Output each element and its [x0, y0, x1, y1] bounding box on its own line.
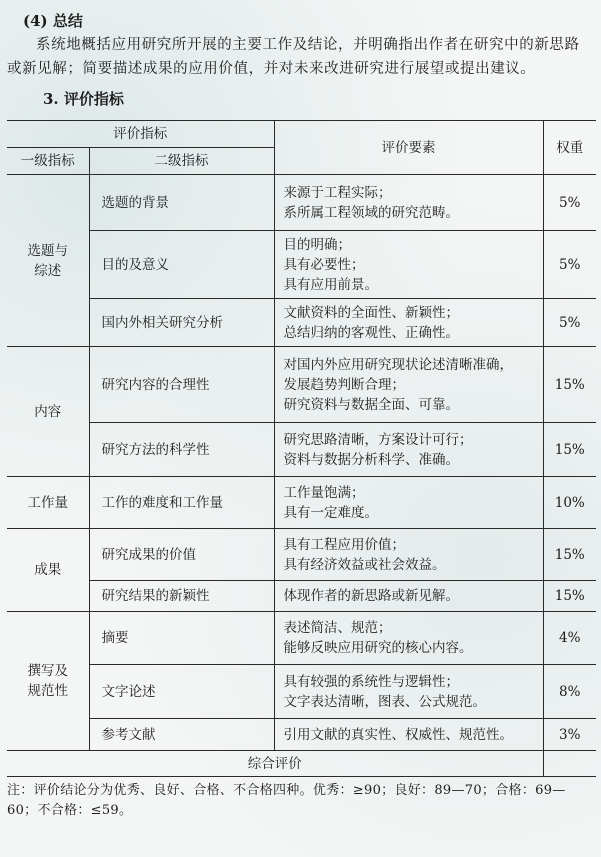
- weight-cell: 5%: [543, 299, 596, 347]
- requirements-cell: [274, 612, 543, 665]
- section-title: (4) 总结: [23, 12, 83, 30]
- evaluation-table: [7, 120, 596, 777]
- requirement-line: 具有较强的系统性与逻辑性；: [283, 673, 459, 690]
- requirement-line: 总结归纳的客观性、正确性。: [283, 324, 459, 341]
- weight-cell: 15%: [543, 423, 596, 477]
- level2-cell: 文字论述: [89, 665, 274, 719]
- requirements-cell: [274, 347, 543, 423]
- table-row: [7, 477, 596, 529]
- header-requirements: 评价要素: [274, 121, 543, 175]
- requirement-line: 工作量饱满；: [283, 484, 365, 501]
- requirement-line: 具有工程应用价值；: [283, 536, 405, 553]
- requirement-line: 发展趋势判断合理；: [283, 376, 405, 393]
- requirement-line: 对国内外应用研究现状论述清晰准确，: [283, 356, 513, 373]
- summary-row: [7, 751, 596, 777]
- level2-cell: 参考文献: [89, 719, 274, 751]
- summary-value: [543, 751, 596, 777]
- table-row: [7, 423, 596, 477]
- requirement-line: 文字表达清晰，图表、公式规范。: [283, 693, 486, 710]
- requirement-line: 资料与数据分析科学、准确。: [283, 451, 459, 468]
- requirements-cell: [274, 665, 543, 719]
- summary-label: 综合评价: [7, 751, 543, 777]
- table-row: [7, 299, 596, 347]
- requirements-cell: [274, 581, 543, 612]
- requirement-line: 表述简洁、规范；: [283, 620, 392, 636]
- requirement-line: 能够反映应用研究的核心内容。: [283, 640, 473, 656]
- weight-cell: 15%: [543, 347, 596, 423]
- table-row: [7, 175, 596, 231]
- level2-cell: 研究结果的新颖性: [89, 581, 274, 612]
- weight-cell: 8%: [543, 665, 596, 719]
- requirements-cell: [274, 231, 543, 299]
- requirement-line: 具有一定难度。: [283, 504, 378, 521]
- weight-cell: 3%: [543, 719, 596, 751]
- requirement-line: 研究资料与数据全面、可靠。: [283, 396, 459, 413]
- level1-cell: 工作量: [7, 477, 89, 529]
- level2-cell: 选题的背景: [89, 175, 274, 231]
- requirement-line: 目的明确；: [283, 236, 351, 253]
- table-row: [7, 612, 596, 665]
- subsection-title: 3. 评价指标: [43, 90, 124, 108]
- requirements-cell: [274, 175, 543, 231]
- requirement-line: 文献资料的全面性、新颖性；: [283, 304, 459, 321]
- requirements-cell: [274, 529, 543, 581]
- table-header-row-1: [7, 121, 596, 148]
- header-group: 评价指标: [7, 121, 274, 148]
- weight-cell: 5%: [543, 231, 596, 299]
- level2-cell: 国内外相关研究分析: [89, 299, 274, 347]
- requirement-line: 来源于工程实际；: [283, 184, 392, 201]
- requirement-line: 具有经济效益或社会效益。: [283, 556, 446, 573]
- requirement-line: 引用文献的真实性、权威性、规范性。: [283, 726, 513, 743]
- weight-cell: 10%: [543, 477, 596, 529]
- weight-cell: 15%: [543, 529, 596, 581]
- requirement-line: 具有必要性；: [283, 256, 365, 273]
- table-row: [7, 347, 596, 423]
- table-row: [7, 529, 596, 581]
- level1-cell: 选题与 综述: [7, 175, 89, 347]
- header-level2: 二级指标: [89, 148, 274, 175]
- footnote: 注：评价结论分为优秀、良好、合格、不合格四种。优秀：≥90；良好：89—70；合格：69—60；不合格：≤59。: [7, 783, 566, 818]
- weight-cell: 5%: [543, 175, 596, 231]
- section-paragraph: 系统地概括应用研究所开展的主要工作及结论，并明确指出作者在研究中的新思路或新见解；简要描述成果的应用价值，并对未来改进研究进行展望或提出建议。: [7, 37, 580, 77]
- weight-cell: 15%: [543, 581, 596, 612]
- level2-cell: 目的及意义: [89, 231, 274, 299]
- level1-cell: 撰写及 规范性: [7, 612, 89, 751]
- level2-cell: 工作的难度和工作量: [89, 477, 274, 529]
- requirements-cell: [274, 719, 543, 751]
- level1-cell: 内容: [7, 347, 89, 477]
- table-row: [7, 231, 596, 299]
- table-row: [7, 719, 596, 751]
- requirements-cell: [274, 477, 543, 529]
- requirements-cell: [274, 299, 543, 347]
- weight-cell: 4%: [543, 612, 596, 665]
- level1-cell: 成果: [7, 529, 89, 612]
- requirement-line: 系所属工程领域的研究范畴。: [283, 204, 459, 221]
- requirement-line: 体现作者的新思路或新见解。: [283, 588, 459, 604]
- table-row: [7, 581, 596, 612]
- level2-cell: 研究方法的科学性: [89, 423, 274, 477]
- level2-cell: 摘要: [89, 612, 274, 665]
- requirement-line: 研究思路清晰，方案设计可行；: [283, 431, 473, 448]
- header-level1: 一级指标: [7, 148, 89, 175]
- requirements-cell: [274, 423, 543, 477]
- requirement-line: 具有应用前景。: [283, 276, 378, 293]
- level2-cell: 研究内容的合理性: [89, 347, 274, 423]
- table-row: [7, 665, 596, 719]
- header-weight: 权重: [543, 121, 596, 175]
- level2-cell: 研究成果的价值: [89, 529, 274, 581]
